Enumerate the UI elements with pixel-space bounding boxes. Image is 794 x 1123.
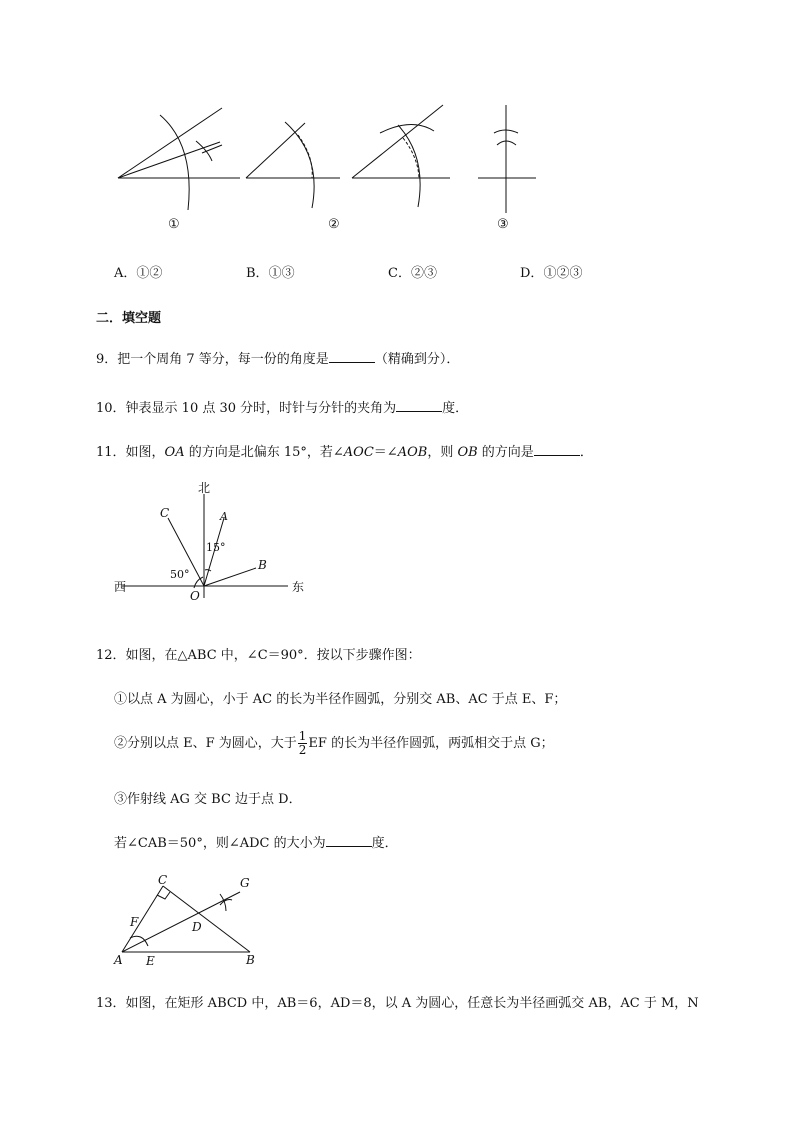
option-a-letter: A． [114,266,137,281]
question-12-step1: ①以点 A 为圆心，小于 AC 的长为半径作圆弧，分别交 AB、AC 于点 E、F； [114,692,567,707]
q11-answer-blank[interactable] [534,444,580,456]
question-12-step3: ③作射线 AG 交 BC 边于点 D． [114,792,302,807]
label-west: 西 [114,580,127,594]
ray-ob [204,568,256,586]
label-a: A [220,510,228,523]
option-c[interactable] [388,262,437,281]
option-d-letter: D． [520,266,544,281]
q11-oa: OA [164,445,185,460]
fraction-numerator: 1 [298,729,307,743]
question-10 [96,397,468,416]
question-12-step2 [114,730,554,757]
compass-figure [108,476,328,616]
ray-ag [122,892,240,952]
q11-aob: AOB [397,445,428,460]
q12-ask-after: 度． [371,836,398,851]
q12-ask-before: 若∠CAB＝50°，则∠ADC 的大小为 [114,836,326,851]
label-east: 东 [292,580,305,594]
q11-prefix: 11．如图， [96,445,165,460]
option-d-text: ①②③ [543,266,583,281]
label-50-degrees: 50° [170,568,190,581]
label-tri-d: D [192,920,202,934]
option-c-letter: C． [388,266,411,281]
q11-ob: OB [457,445,478,460]
q9-text: 9．把一个周角 7 等分，每一份的角度是 [96,352,329,367]
q10-answer-blank[interactable] [396,400,442,412]
construction-4 [478,105,536,213]
construction-figures [100,95,560,240]
q12-answer-blank[interactable] [326,835,372,847]
construction-3 [352,105,450,207]
q10-text-after: 度． [442,401,469,416]
option-d[interactable] [520,262,582,281]
option-b-letter: B． [246,266,269,281]
fraction-one-half [298,730,308,757]
label-o: O [190,589,200,603]
option-a-text: ①② [136,266,163,281]
label-tri-e: E [146,954,155,968]
q11-after: 的方向是 [477,445,534,460]
label-tri-g: G [240,876,250,890]
question-12-ask [114,832,398,851]
triangle-figure [108,866,288,976]
construction-1 [118,108,240,210]
q9-answer-blank[interactable] [329,351,375,363]
q11-mid1: 的方向是北偏东 15°，若∠ [184,445,344,460]
label-north: 北 [198,481,211,495]
option-a[interactable] [114,262,162,281]
construction-label-1: ① [168,217,180,232]
q11-eq: ＝∠ [373,445,398,460]
label-tri-c: C [158,873,168,887]
fraction-denominator: 2 [298,743,307,757]
question-13: 13．如图，在矩形 ABCD 中，AB＝6，AD＝8，以 A 为圆心，任意长为半径画弧交 AB，AC 于 M，N [96,996,699,1011]
option-b[interactable] [246,262,295,281]
q10-text: 10．钟表显示 10 点 30 分时，时针与分针的夹角为 [96,401,397,416]
option-c-text: ②③ [410,266,437,281]
question-9 [96,348,459,367]
construction-label-2: ② [328,217,340,232]
label-tri-a: A [114,953,123,967]
label-c: C [160,506,170,520]
label-tri-f: F [130,915,139,929]
q11-end: ． [579,445,593,460]
label-b: B [258,558,267,572]
q11-mid2: ，则 [427,445,458,460]
side-cb [163,886,250,952]
option-b-text: ①③ [268,266,295,281]
q9-text-after: （精确到分）． [374,352,460,367]
q12-step2-before: ②分别以点 E、F 为圆心，大于 [114,736,297,751]
q11-aoc: AOC [343,445,374,460]
question-12-intro: 12．如图，在△ABC 中，∠C＝90°．按以下步骤作图： [96,648,421,663]
label-15-degrees: 15° [206,541,226,554]
construction-label-3: ③ [497,217,509,232]
section-heading: 二．填空题 [96,311,162,326]
q12-step2-after: EF 的长为半径作圆弧，两弧相交于点 G； [308,736,554,751]
construction-2 [246,122,340,208]
label-tri-b: B [246,953,255,967]
question-11 [96,441,593,460]
